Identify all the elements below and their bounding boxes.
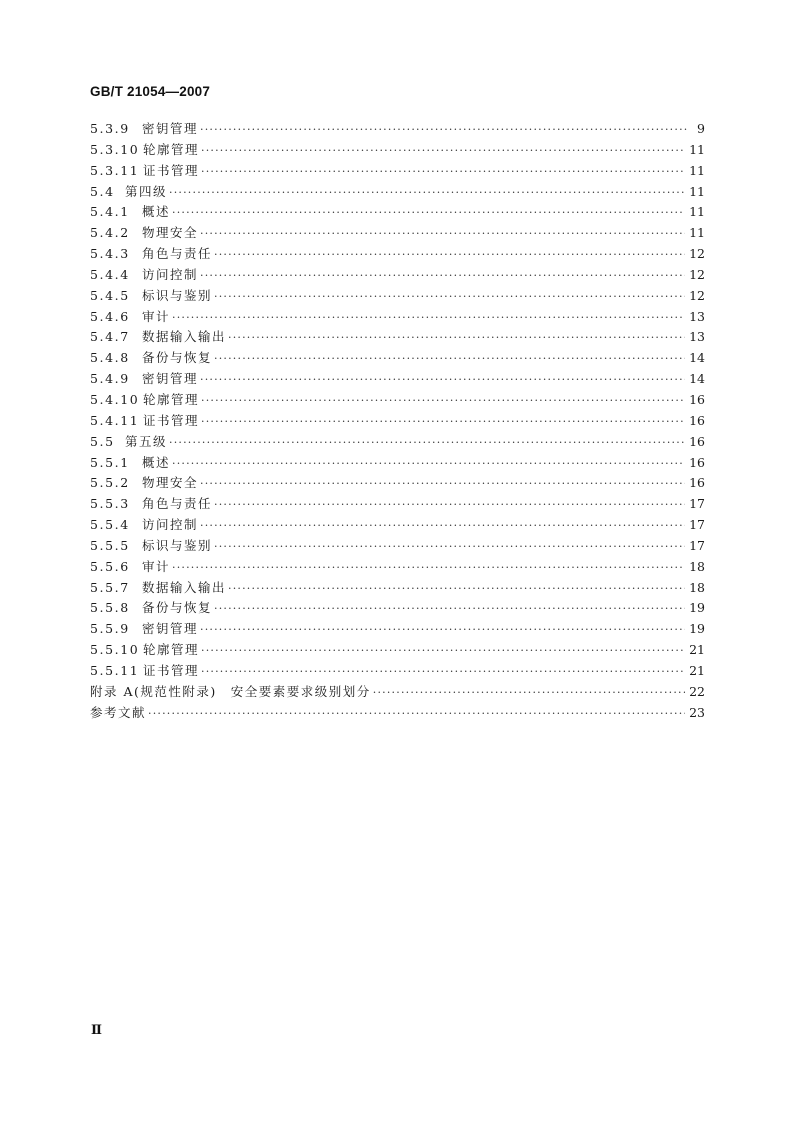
toc-entry-page: 17 <box>689 517 705 533</box>
toc-entry[interactable] <box>90 661 705 682</box>
toc-entry[interactable] <box>90 244 705 265</box>
toc-dot-leader <box>214 537 685 558</box>
toc-dot-leader <box>172 558 685 579</box>
toc-entry-page: 12 <box>689 266 705 282</box>
toc-entry-number: 5.5.3 <box>90 496 130 512</box>
toc-entry-title: 访问控制 <box>142 517 199 533</box>
toc-entry-title: 密钥管理 <box>142 621 199 637</box>
toc-entry-number: 5.4.2 <box>90 225 130 241</box>
toc-entry-number: 5.5.1 <box>90 454 130 470</box>
toc-dot-leader <box>201 641 685 662</box>
toc-entry-title: 访问控制 <box>142 266 199 282</box>
toc-dot-leader <box>214 495 685 516</box>
toc-entry-number: 5.5.6 <box>90 558 130 574</box>
toc-entry-page: 16 <box>689 433 705 449</box>
toc-entry[interactable] <box>90 265 705 286</box>
toc-entry-title: 概述 <box>142 204 171 220</box>
toc-entry-number: 5.5.11 <box>90 662 140 678</box>
toc-entry[interactable] <box>90 307 705 328</box>
toc-entry-title: 物理安全 <box>142 475 199 491</box>
toc-entry-title: 概述 <box>142 454 171 470</box>
toc-entry[interactable] <box>90 578 705 599</box>
toc-dot-leader <box>214 287 685 308</box>
toc-entry-page: 9 <box>697 121 705 136</box>
toc-entry[interactable] <box>90 223 705 244</box>
toc-entry[interactable] <box>90 598 705 619</box>
toc-entry-page: 11 <box>689 225 705 241</box>
toc-entry[interactable] <box>90 453 705 474</box>
toc-entry-page: 21 <box>689 662 705 678</box>
toc-entry-title: 证书管理 <box>143 662 200 678</box>
toc-dot-leader <box>214 349 685 370</box>
toc-entry-title: 证书管理 <box>143 412 200 428</box>
toc-entry-number: 5.4.1 <box>90 204 130 220</box>
toc-entry[interactable] <box>90 640 705 661</box>
toc-entry-number: 5.5.5 <box>90 537 130 553</box>
toc-entry-title: 数据输入输出 <box>142 329 227 345</box>
toc-dot-leader <box>169 433 685 454</box>
document-code-header: GB/T 21054—2007 <box>90 84 211 99</box>
toc-entry[interactable] <box>90 515 705 536</box>
toc-dot-leader <box>200 370 685 391</box>
toc-entry-page: 12 <box>689 287 705 303</box>
toc-entry-page: 16 <box>689 475 705 491</box>
toc-entry-page: 14 <box>689 350 705 366</box>
toc-entry-number: 5.4 <box>90 183 115 199</box>
toc-entry-page: 11 <box>689 141 705 157</box>
toc-entry[interactable] <box>90 619 705 640</box>
toc-entry-title: 证书管理 <box>143 162 200 178</box>
toc-entry[interactable] <box>90 494 705 515</box>
toc-entry-title: 物理安全 <box>142 225 199 241</box>
toc-entry-number: 5.4.7 <box>90 329 130 345</box>
toc-entry[interactable] <box>90 369 705 390</box>
toc-entry-title: 轮廓管理 <box>143 141 200 157</box>
toc-entry-page: 17 <box>689 496 705 512</box>
toc-entry-number: 5.4.8 <box>90 350 130 366</box>
toc-entry-page: 14 <box>689 371 705 387</box>
toc-dot-leader <box>200 266 685 287</box>
toc-dot-leader <box>148 704 685 725</box>
toc-entry[interactable] <box>90 348 705 369</box>
toc-entry-number: 5.4.10 <box>90 391 140 407</box>
toc-entry[interactable] <box>90 119 705 140</box>
toc-entry-page: 12 <box>689 246 705 262</box>
toc-entry-title: 参考文献 <box>90 704 147 720</box>
toc-entry[interactable] <box>90 557 705 578</box>
toc-dot-leader <box>200 224 685 245</box>
toc-entry-number: 5.3.11 <box>90 162 140 178</box>
toc-dot-leader <box>172 308 685 329</box>
toc-dot-leader <box>201 391 685 412</box>
toc-entry-page: 19 <box>689 600 705 616</box>
toc-dot-leader <box>201 412 685 433</box>
toc-entry-page: 13 <box>689 308 705 324</box>
toc-entry-page: 11 <box>689 162 705 178</box>
toc-dot-leader <box>200 120 687 141</box>
toc-entry-page: 11 <box>689 204 705 220</box>
toc-entry[interactable] <box>90 161 705 182</box>
toc-entry-title: 角色与责任 <box>142 246 213 262</box>
toc-entry-title: 轮廓管理 <box>143 391 200 407</box>
toc-entry[interactable] <box>90 536 705 557</box>
toc-entry[interactable] <box>90 473 705 494</box>
toc-entry-title: 第四级 <box>125 183 168 199</box>
toc-entry-title: 标识与鉴别 <box>142 537 213 553</box>
toc-entry-page: 18 <box>689 558 705 574</box>
toc-entry-page: 16 <box>689 391 705 407</box>
toc-entry[interactable] <box>90 202 705 223</box>
toc-entry-number: 5.4.4 <box>90 266 130 282</box>
toc-entry-number: 5.3.9 <box>90 121 130 136</box>
toc-dot-leader <box>200 474 685 495</box>
toc-dot-leader <box>214 245 685 266</box>
toc-entry-title: 密钥管理 <box>142 121 199 136</box>
toc-entry-page: 19 <box>689 621 705 637</box>
toc-entry-title: 轮廓管理 <box>143 642 200 658</box>
toc-entry-number: 5.4.11 <box>90 412 140 428</box>
toc-entry-page: 18 <box>689 579 705 595</box>
toc-entry-number: 5.5 <box>90 433 115 449</box>
toc-entry[interactable] <box>90 286 705 307</box>
toc-entry-title: 数据输入输出 <box>142 579 227 595</box>
toc-entry-page: 21 <box>689 642 705 658</box>
toc-dot-leader <box>200 516 685 537</box>
toc-dot-leader <box>169 183 685 204</box>
toc-entry-page: 13 <box>689 329 705 345</box>
toc-entry-title: 备份与恢复 <box>142 600 213 616</box>
page-number: Ⅱ <box>91 1022 102 1037</box>
toc-dot-leader <box>201 662 685 683</box>
toc-entry[interactable] <box>90 703 705 724</box>
toc-entry[interactable] <box>90 390 705 411</box>
toc-entry-page: 11 <box>689 183 705 199</box>
toc-entry-number: 5.5.10 <box>90 642 140 658</box>
toc-entry[interactable] <box>90 182 705 203</box>
toc-entry-title: 角色与责任 <box>142 496 213 512</box>
toc-entry-title: 备份与恢复 <box>142 350 213 366</box>
toc-entry-title: 第五级 <box>125 433 168 449</box>
toc-entry-title: 审计 <box>142 558 171 574</box>
toc-entry-number: 5.4.5 <box>90 287 130 303</box>
toc-entry-number: 5.5.2 <box>90 475 130 491</box>
toc-entry-page: 23 <box>689 704 705 720</box>
table-of-contents <box>90 119 705 723</box>
toc-entry-number: 5.3.10 <box>90 141 140 157</box>
toc-entry-page: 16 <box>689 454 705 470</box>
toc-dot-leader <box>172 454 685 475</box>
toc-dot-leader <box>228 328 685 349</box>
toc-dot-leader <box>172 203 685 224</box>
toc-dot-leader <box>228 579 685 600</box>
toc-entry-number: 5.4.3 <box>90 246 130 262</box>
toc-entry-title: 标识与鉴别 <box>142 287 213 303</box>
toc-entry[interactable] <box>90 411 705 432</box>
toc-entry[interactable] <box>90 432 705 453</box>
toc-entry[interactable] <box>90 140 705 161</box>
toc-dot-leader <box>201 162 685 183</box>
toc-entry[interactable] <box>90 682 705 703</box>
toc-entry-number: 5.4.6 <box>90 308 130 324</box>
toc-dot-leader <box>201 141 685 162</box>
toc-dot-leader <box>200 620 685 641</box>
toc-entry[interactable] <box>90 327 705 348</box>
toc-entry-title: 审计 <box>142 308 171 324</box>
toc-entry-number: 5.5.4 <box>90 517 130 533</box>
toc-entry-page: 17 <box>689 537 705 553</box>
toc-dot-leader <box>373 683 685 704</box>
toc-entry-title: 附录 A(规范性附录) 安全要素要求级别划分 <box>90 683 371 699</box>
toc-entry-title: 密钥管理 <box>142 371 199 387</box>
toc-dot-leader <box>214 599 685 620</box>
toc-entry-page: 22 <box>689 683 705 699</box>
toc-entry-number: 5.5.9 <box>90 621 130 637</box>
toc-entry-number: 5.5.7 <box>90 579 130 595</box>
toc-entry-page: 16 <box>689 412 705 428</box>
toc-entry-number: 5.5.8 <box>90 600 130 616</box>
toc-entry-number: 5.4.9 <box>90 371 130 387</box>
